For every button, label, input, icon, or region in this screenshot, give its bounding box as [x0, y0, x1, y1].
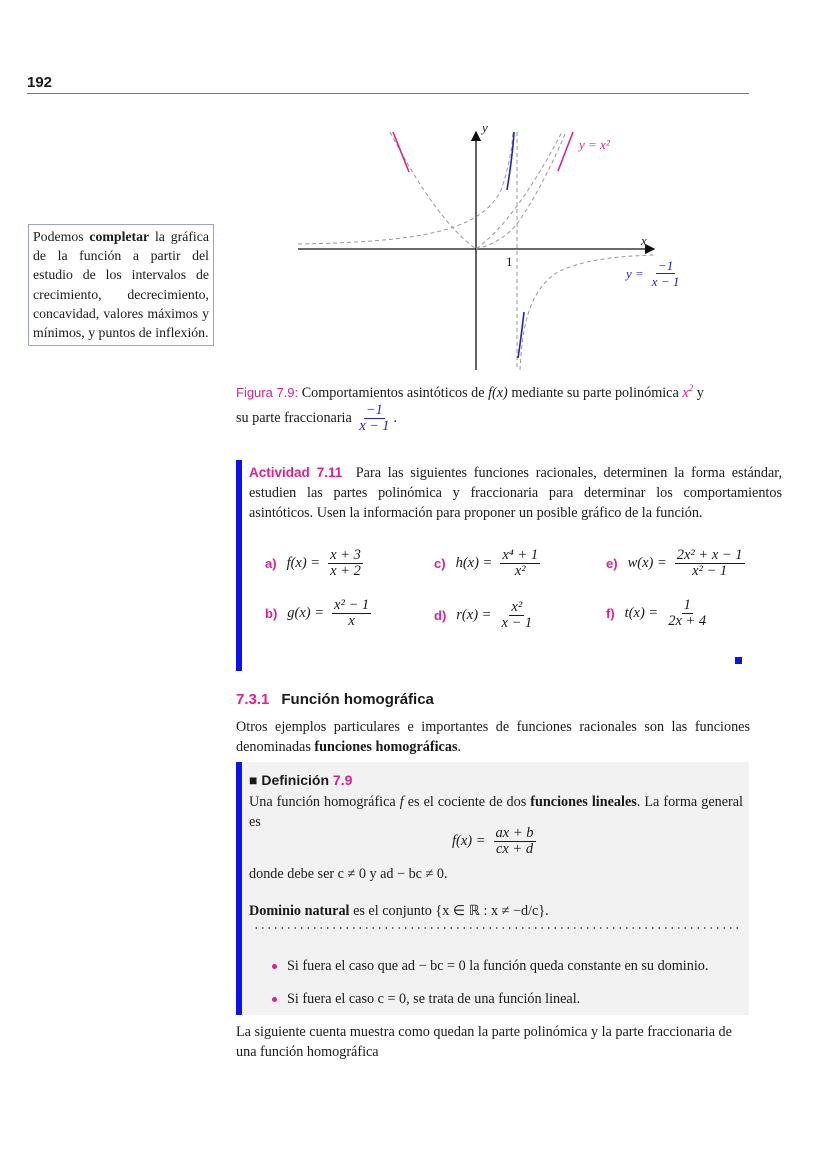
formula-fraction: [494, 826, 536, 857]
def-text-pre: Una función homográfica: [249, 794, 400, 810]
definition-bar: [236, 762, 242, 1015]
hyperbola-label-lhs: y =: [626, 265, 644, 281]
def-text-bold: funciones lineales: [530, 794, 637, 810]
exercise-fraction: [499, 600, 534, 631]
exercise-num: x⁴ + 1: [502, 547, 539, 563]
exercise-e: [606, 548, 747, 579]
definition-box: [236, 762, 749, 1015]
exercise-label: e): [606, 556, 618, 571]
section-title: Función homográfica: [281, 691, 434, 708]
margin-note-pre: Podemos: [33, 229, 90, 244]
caption-text-3: y: [693, 385, 704, 401]
caption-end: .: [393, 409, 397, 426]
exercise-lhs: g(x) =: [287, 605, 325, 621]
caption-poly-base: x: [682, 385, 689, 401]
exercise-fraction: [675, 548, 745, 579]
exercise-lhs: h(x) =: [455, 555, 493, 571]
exercise-fraction: [332, 598, 371, 629]
definition-title: [249, 772, 352, 788]
formula-num: ax + b: [495, 825, 534, 841]
bullet-dot-icon: [272, 997, 277, 1002]
exercise-num: x² − 1: [334, 597, 370, 613]
formula-lhs: f(x) =: [452, 833, 486, 849]
domain-text: es el conjunto {x ∈ ℝ : x ≠ −d/c}.: [349, 903, 549, 919]
exercise-a: [265, 548, 365, 579]
magenta-segment-right: [558, 132, 573, 171]
caption-poly: [682, 385, 693, 401]
exercise-den: x + 2: [330, 563, 361, 579]
activity-text: [249, 463, 782, 523]
caption-fraction: [357, 403, 391, 434]
def-text-f: f: [399, 794, 404, 810]
exercise-c: [434, 548, 542, 579]
closing-paragraph: La siguiente cuenta muestra como quedan la parte polinómica y la parte fraccionaria de una función homográfica: [236, 1024, 732, 1060]
exercise-den: x² − 1: [692, 563, 728, 579]
bullet-dot-icon: [272, 964, 277, 969]
intro-bold: funciones homográficas: [314, 739, 458, 755]
definition-formula: [452, 826, 538, 857]
exercise-lhs: t(x) =: [624, 605, 659, 621]
exercise-num: x + 3: [330, 547, 361, 563]
caption-text-2: mediante su parte polinómica: [507, 385, 683, 401]
activity-label: Actividad 7.11: [249, 465, 343, 480]
dotted-separator: [253, 927, 739, 929]
exercise-fraction: [328, 548, 363, 579]
figure-caption: [236, 383, 756, 434]
x-axis-label: x: [641, 233, 647, 248]
caption-frac-den: x − 1: [359, 418, 390, 434]
exercise-label: b): [265, 606, 278, 621]
curve-label-hyperbola: [626, 258, 683, 289]
domain-bold: Dominio natural: [249, 903, 350, 919]
exercise-fraction: [666, 598, 708, 629]
bullet-item: [272, 958, 708, 975]
exercise-label: d): [434, 608, 447, 623]
intro-pre: Otros ejemplos particulares e importantes de funciones racionales son las funciones denominadas: [236, 719, 750, 755]
exercise-lhs: w(x) =: [627, 555, 667, 571]
definition-domain: [249, 903, 549, 920]
bullet-item: [272, 991, 580, 1008]
formula-den: cx + d: [495, 841, 534, 857]
header-rule: [27, 93, 749, 94]
exercise-b: [265, 598, 373, 629]
section-number: 7.3.1: [236, 691, 270, 708]
definition-condition: donde debe ser c ≠ 0 y ad − bc ≠ 0.: [249, 866, 448, 882]
magenta-segment-left: [393, 132, 409, 172]
exercise-label: a): [265, 556, 277, 571]
definition-marker: ■ Definición: [249, 772, 330, 788]
section-intro: [236, 717, 750, 757]
caption-poly-exp: 2: [688, 383, 694, 393]
hyperbola-label-num: −1: [657, 258, 674, 273]
def-text-mid: es el cociente de dos: [403, 794, 531, 810]
exercise-lhs: r(x) =: [456, 607, 492, 623]
exercise-fraction: [500, 548, 540, 579]
activity-body: Para las siguientes funciones racionales, determinen la forma estándar, estudien las partes polinómica y fraccionaria para determinar los comportamientos asintóticos. Usen la información para proponer un posible gráfico de la función.: [249, 465, 782, 521]
caption-text-1: Comportamientos asintóticos de: [298, 385, 489, 401]
hyperbola-left-dashed: [298, 132, 513, 244]
tick-label-1: 1: [506, 254, 513, 269]
exercise-den: 2x + 4: [668, 613, 707, 629]
y-axis-label: y: [482, 120, 488, 135]
exercise-d: [434, 600, 536, 631]
exercise-num: 1: [683, 597, 691, 613]
hyperbola-label-fraction: [650, 258, 682, 289]
margin-note-post: la gráfica de la función a partir del estudio de los intervalos de crecimiento, decrecimiento, concavidad, valores máximos y mínimos, y puntos de inflexión.: [33, 229, 209, 341]
page-number: 192: [27, 74, 53, 91]
end-of-activity-square: [735, 657, 742, 664]
curve-label-parabola: y = x²: [579, 137, 610, 152]
section-heading: [236, 691, 434, 708]
margin-note: [28, 224, 214, 346]
caption-frac-num: −1: [366, 402, 383, 418]
exercise-den: x − 1: [501, 615, 533, 631]
combined-dashed: [476, 132, 566, 249]
figure-asymptotes: [296, 120, 696, 375]
caption-text-4: su parte fraccionaria: [236, 409, 356, 426]
exercise-num: x²: [511, 599, 523, 615]
exercise-num: 2x² + x − 1: [676, 547, 743, 563]
blue-segment-upper: [507, 132, 514, 190]
bullet-text: Si fuera el caso que ad − bc = 0 la función queda constante en su dominio.: [287, 958, 709, 974]
exercise-f: [606, 598, 710, 629]
margin-note-bold: completar: [89, 229, 150, 244]
caption-fx: f(x): [488, 385, 508, 401]
hyperbola-label-den: x − 1: [651, 274, 680, 289]
bullet-text: Si fuera el caso c = 0, se trata de una función lineal.: [287, 991, 581, 1007]
exercise-lhs: f(x) =: [286, 555, 321, 571]
exercise-label: c): [434, 556, 446, 571]
exercise-den: x: [348, 613, 355, 629]
definition-number: 7.9: [332, 772, 353, 788]
caption-label: Figura 7.9:: [236, 385, 299, 400]
asymptote-plot: [296, 120, 696, 375]
activity-box: [236, 460, 786, 671]
def-text-post: . La forma general es: [249, 794, 743, 830]
exercise-den: x²: [514, 563, 526, 579]
exercise-label: f): [606, 606, 615, 621]
activity-bar: [236, 460, 242, 671]
intro-post: .: [457, 739, 462, 755]
